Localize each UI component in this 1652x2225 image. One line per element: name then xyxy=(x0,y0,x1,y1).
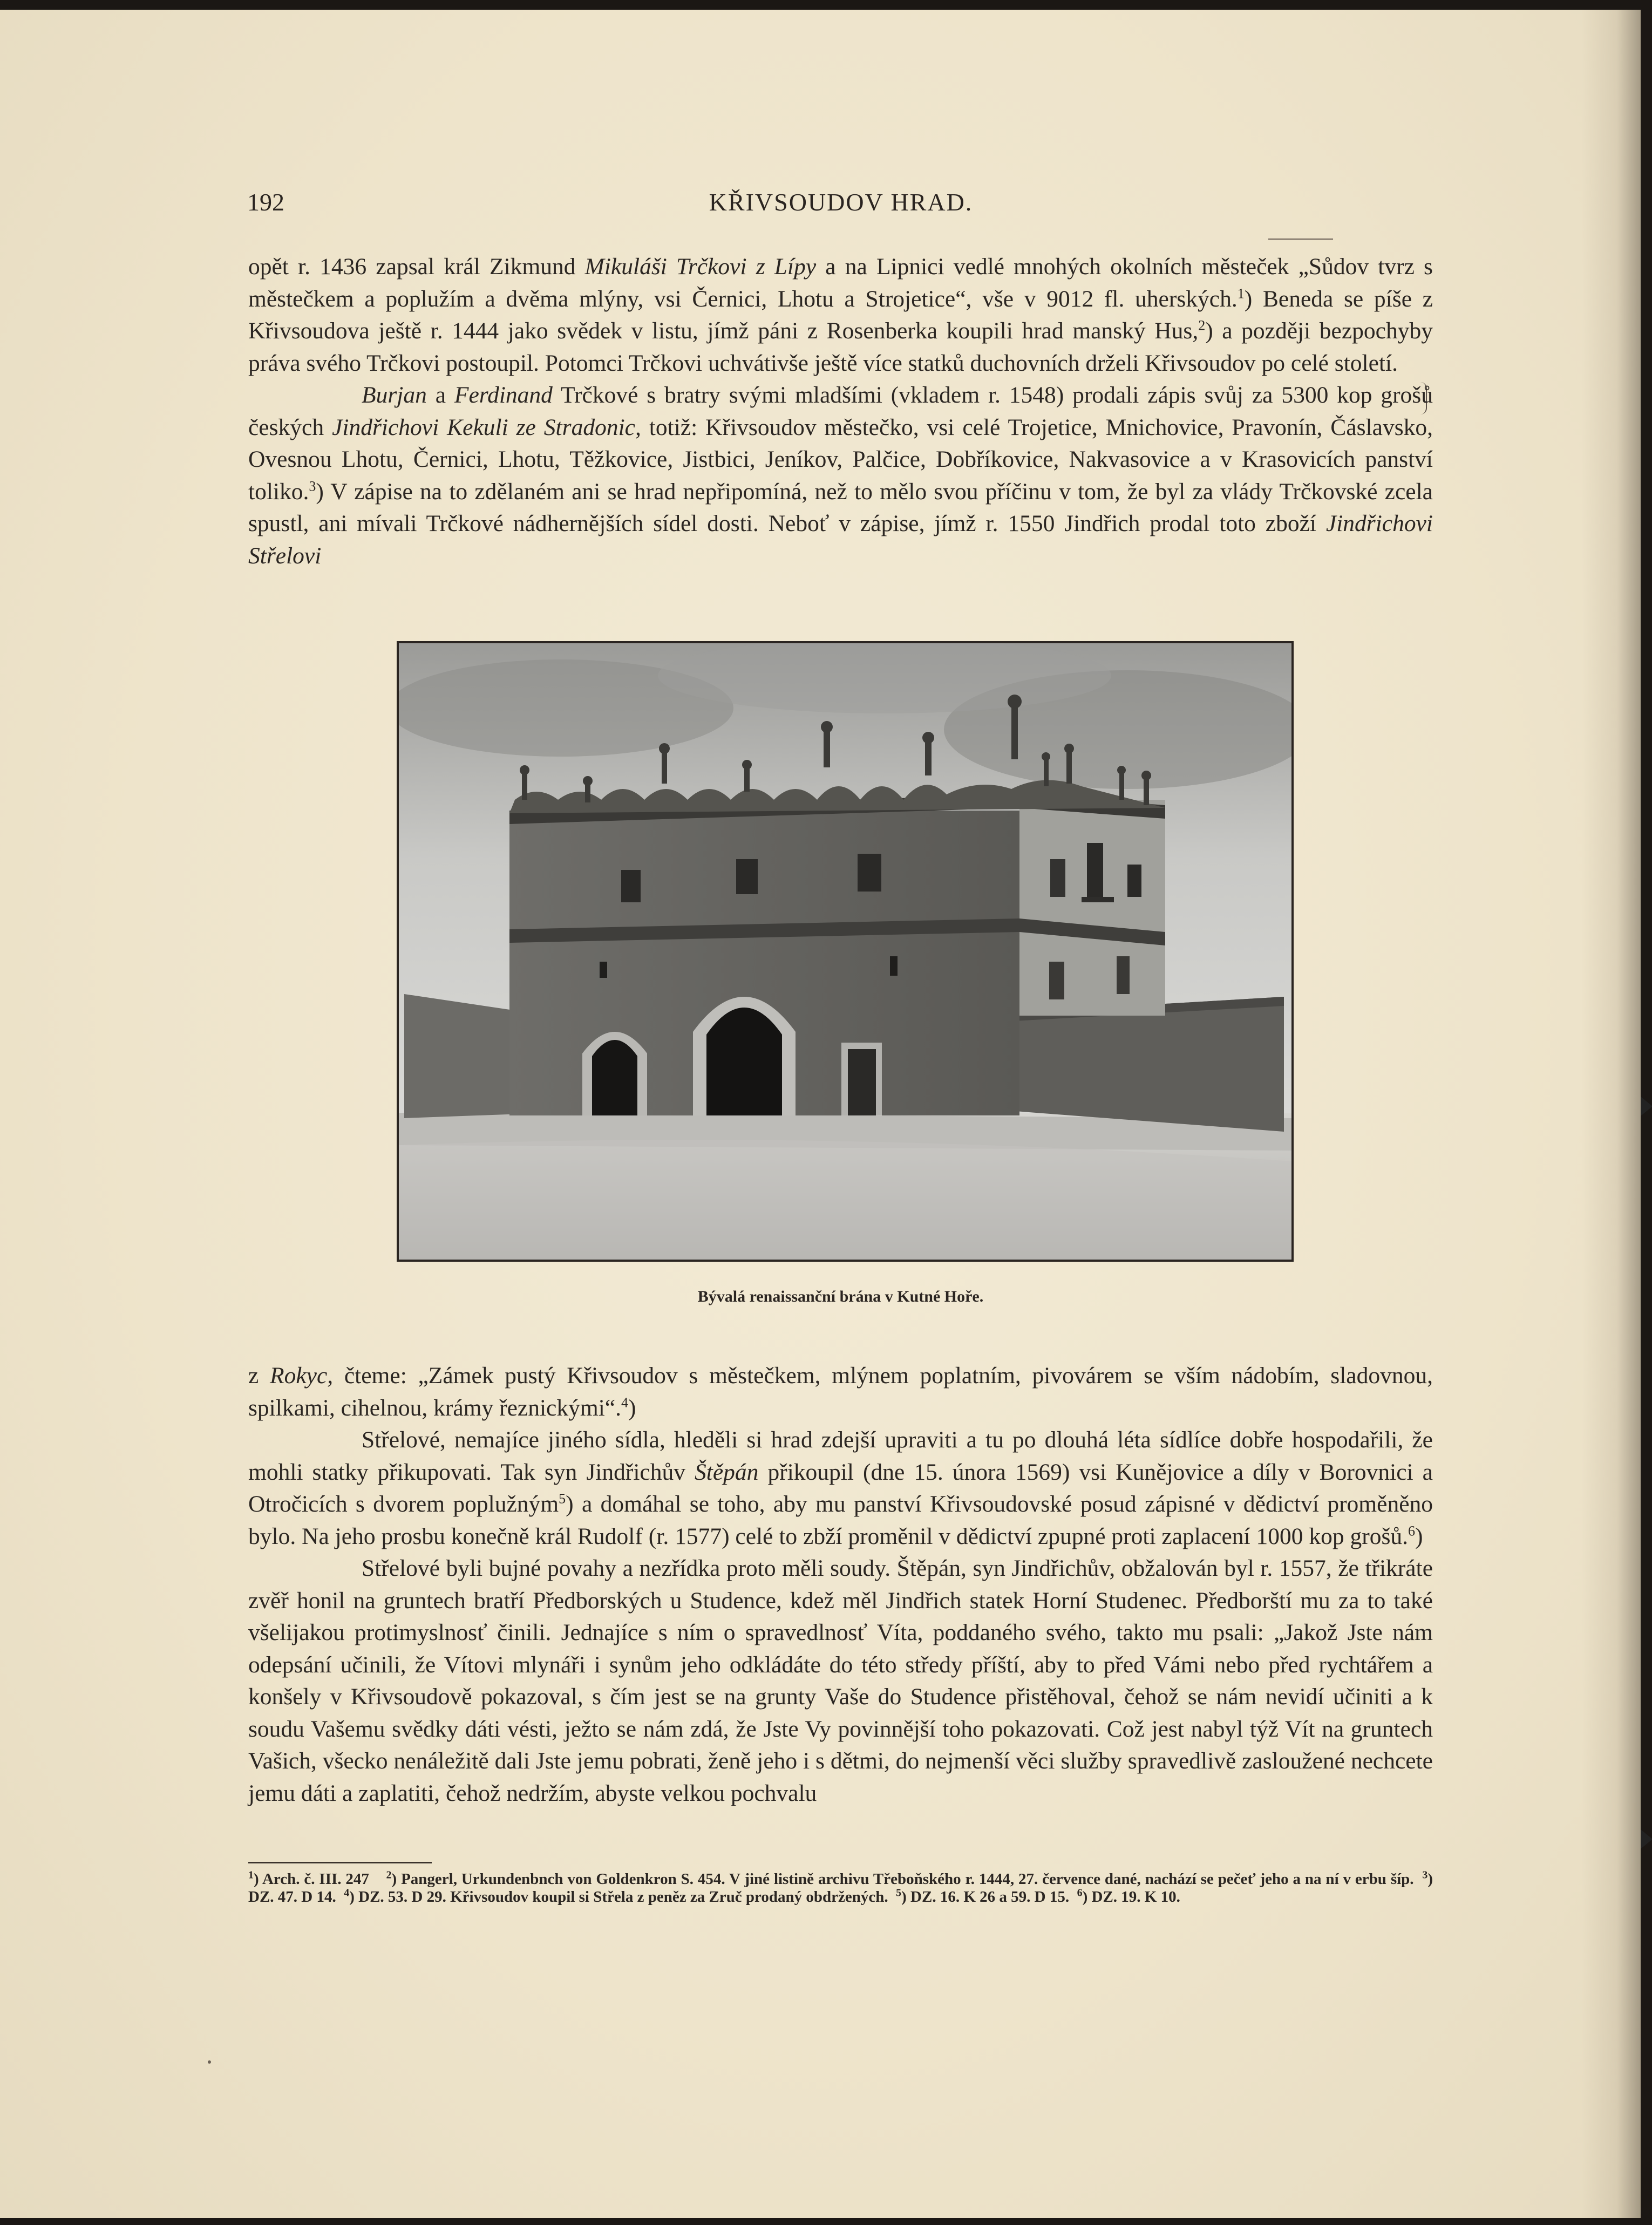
footnote-mark: 1 xyxy=(248,1869,254,1881)
footnote-ref: 3 xyxy=(309,478,316,494)
page-edge-marker xyxy=(1641,1097,1652,1116)
margin-pencil-mark xyxy=(1268,239,1333,240)
page-number: 192 xyxy=(247,188,284,216)
italic-name: Burjan xyxy=(362,382,427,408)
paragraph: z Rokyc, čteme: „Zámek pustý Křivsoudov s městečkem, mlýnem poplatním, pivovárem se vším nádobím, sladovnou, spilkami, cihelnou, krámy řeznickými“.$^4$) xyxy=(248,1363,1433,1421)
italic-name: Štěpán xyxy=(695,1459,759,1485)
paragraph: Střelové byli bujné povahy a nezřídka proto měli soudy. Štěpán, syn Jindřichův, obžalován byl r. 1557, že třikráte zvěř honil na gruntech bratří Předborských u Studence, kdež měl Jindřich statek Horní Studenec. Předborští mu za to také všelijakou protimyslnosť činili. Jednajíce s ním o spravedlnosť Víta, poddaného svého, takto mu psali: „Jakož Jste nám odepsání učinili, že Vítovi mlynáři i synům jeho odkládáte do této středy příští, aby to před Vámi nebo před rychtářem a konšely v Křivsoudově pokazoval, s čím jest se na grunty Vaše do Studence přistěhoval, čehož se nám nevidí učiniti a k soudu Vašemu svědky dáti vésti, ježto se nám zdá, že Jste Vy povinnější toho pokazovati. Což jest nabyl týž Vít na gruntech Vašich, všecko nenáležitě dali Jste jemu pobrati, ženě jeho i s dětmi, do nejmenší věci služby spravedlivě zasloužené nechcete jemu dáti a zaplatiti, čehož nedržím, abyste velkou pochvalu xyxy=(248,1555,1433,1806)
footnote-mark: 5 xyxy=(896,1887,902,1899)
italic-name: Rokyc, xyxy=(270,1363,334,1389)
footnote-ref: 5 xyxy=(559,1491,566,1507)
book-page xyxy=(0,10,1641,2218)
paper-speck xyxy=(208,2060,211,2064)
body-text-bottom xyxy=(248,1360,1433,1809)
running-title: KŘIVSOUDOV HRAD. xyxy=(709,188,973,216)
footnote-3: ) DZ. 47. D 14. xyxy=(248,1870,1433,1906)
footnote-ref: 4 xyxy=(621,1394,628,1410)
footnote-5: ) DZ. 16. K 26 a 59. D 15. xyxy=(901,1888,1070,1906)
footnote-mark: 4 xyxy=(344,1887,350,1899)
footnote-mark: 6 xyxy=(1077,1887,1083,1899)
footnote-rule xyxy=(248,1862,432,1863)
paragraph: opět r. 1436 zapsal král Zikmund Mikuláši Trčkovi z Lípy a na Lipnici vedlé mnohých okolních městeček „Sůdov tvrz s městečkem a poplužím a dvěma mlýny, vsi Černici, Lhotu a Strojetice“, vše v 9012 fl. uherských.$^1$) Beneda se píše z Křivsoudova ještě r. 1444 jako svědek v listu, jímž páni z Rosenberka koupili hrad manský Hus,$^2$) a později bezpochyby práva svého Trčkovi postoupil. Potomci Trčkovi uchvátivše ještě více statků duchovních drželi Křivsoudov po celé století. xyxy=(248,254,1433,376)
italic-name: Mikuláši Trčkovi z Lípy xyxy=(584,254,817,280)
footnote-mark: 3 xyxy=(1422,1869,1428,1881)
footnotes xyxy=(248,1870,1433,1906)
paragraph: Burjan a Ferdinand Trčkové s bratry svými mladšími (vkladem r. 1548) prodali zápis svůj za 5300 kop grošů českých Jindřichovi Kekuli ze Stradonic, totiž: Křivsoudov městečko, vsi celé Trojetice, Mnichovice, Pravonín, Čáslavsko, Ovesnou Lhotu, Černici, Lhotu, Těžkovice, Jistbici, Jeníkov, Palčice, Dobříkovice, Nakvasovice a v Krasovicích panství toliko.$^3$) V zápise na to zdělaném ani se hrad nepřipomíná, než to mělo svou příčinu v tom, že byl za vlády Trčkovské zcela spustl, ani mívali Trčkové nádhernějších sídel dosti. Neboť v zápise, jímž r. 1550 Jindřich prodal toto zboží Jindřichovi Střelovi xyxy=(248,382,1433,569)
italic-name: Jindřichovi Kekuli ze Stradonic, xyxy=(332,414,641,440)
gate-illustration xyxy=(397,641,1294,1262)
footnote-ref: 2 xyxy=(1198,317,1206,334)
footnote-1: ) Arch. č. III. 247 xyxy=(254,1870,369,1888)
body-text-top xyxy=(248,251,1433,572)
footnote-ref: 6 xyxy=(1408,1523,1416,1539)
paragraph: Střelové, nemajíce jiného sídla, hleděli si hrad zdejší upraviti a tu po dlouhá léta sídlíce dobře hospodařili, že mohli statky přikupovati. Tak syn Jindřichův Štěpán přikoupil (dne 15. února 1569) vsi Kunějovice a díly v Borovnici a Otročicích s dvorem poplužným$^5$) a domáhal se toho, aby mu panství Křivsoudovské posud zápisné v dědictví proměněno bylo. Na jeho prosbu konečně král Rudolf (r. 1577) celé to zbží proměnil v dědictví zpupné proti zaplacení 1000 kop grošů.$^6$) xyxy=(248,1427,1433,1549)
footnote-4: ) DZ. 53. D 29. Křivsoudov koupil si Střela z peněz za Zruč prodaný obdržených. xyxy=(349,1888,888,1906)
footnote-ref: 1 xyxy=(1237,285,1245,301)
page-edge-marker xyxy=(1641,1829,1652,1849)
page-header xyxy=(247,188,1435,220)
italic-name: Jindřichovi Střelovi xyxy=(248,511,1433,569)
footnote-2: ) Pangerl, Urkundenbnch von Goldenkron S. 454. V jiné listině archivu Třeboňského r. 1444, 27. července dané, nachází se pečeť jeho a na ní v erbu šíp. xyxy=(391,1870,1414,1888)
footnote-mark: 2 xyxy=(386,1869,392,1881)
figure-caption: Bývalá renaissanční brána v Kutné Hoře. xyxy=(697,1288,984,1305)
page-edge-shadow xyxy=(1581,10,1641,2218)
footnote-6: ) DZ. 19. K 10. xyxy=(1082,1888,1180,1906)
italic-name: Ferdinand xyxy=(454,382,553,408)
